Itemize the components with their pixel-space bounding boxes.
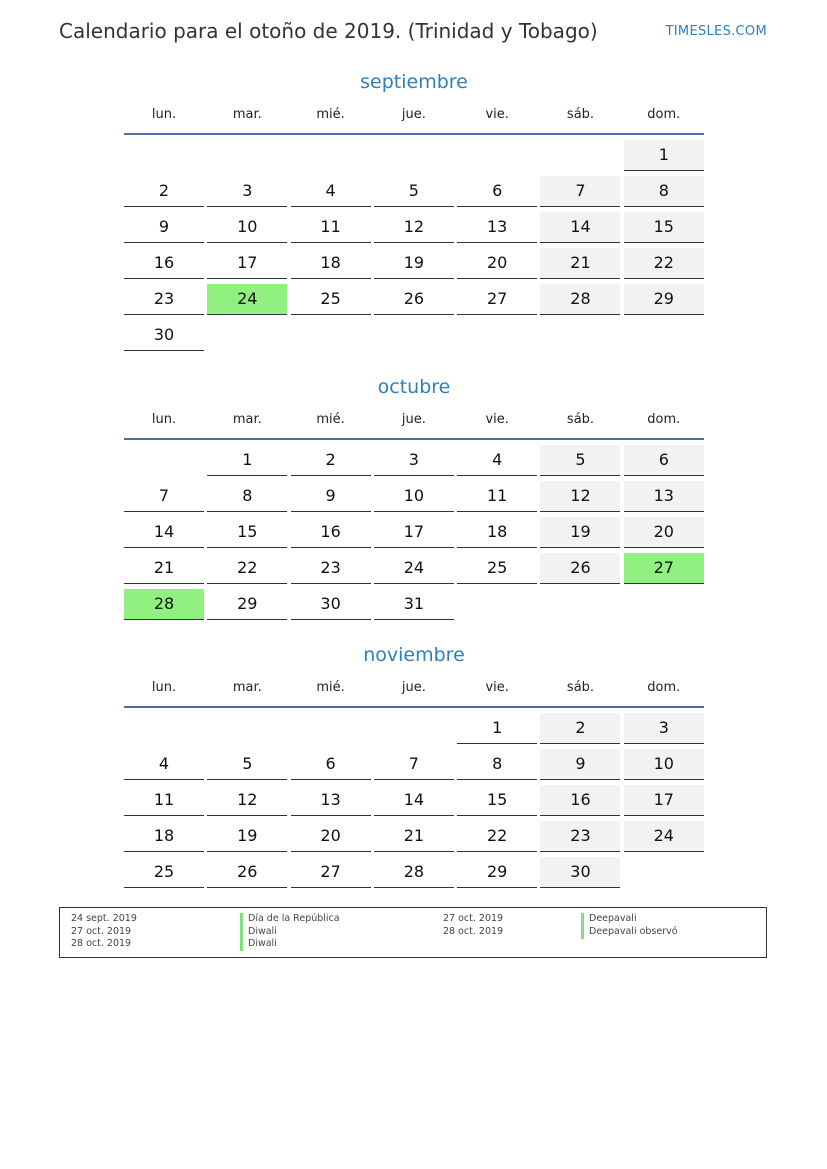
empty-cell xyxy=(207,140,287,171)
day-cell: 18 xyxy=(124,821,204,852)
legend-date: 28 oct. 2019 xyxy=(71,938,132,949)
day-cell: 30 xyxy=(124,320,204,351)
day-cell: 18 xyxy=(457,517,537,548)
weekday-label: vie. xyxy=(485,107,509,122)
day-cell: 18 xyxy=(291,248,371,279)
day-cell: 29 xyxy=(624,284,704,315)
weekday-label: mar. xyxy=(232,412,262,427)
empty-cell xyxy=(624,589,704,620)
empty-cell xyxy=(207,713,287,744)
day-cell: 20 xyxy=(291,821,371,852)
weekday-label: sáb. xyxy=(566,412,595,427)
day-cell: 4 xyxy=(124,749,204,780)
day-cell: 10 xyxy=(374,481,454,512)
day-cell: 3 xyxy=(624,713,704,744)
empty-cell xyxy=(207,320,287,351)
weekday-label: jue. xyxy=(401,412,426,427)
month-octubre xyxy=(124,373,704,620)
weekday-label: lun. xyxy=(151,107,177,122)
weekday-label: lun. xyxy=(151,680,177,695)
legend-date: 28 oct. 2019 xyxy=(443,926,504,937)
legend-holiday-name: Deepavali observó xyxy=(581,926,678,939)
day-cell: 14 xyxy=(374,785,454,816)
day-cell: 24 xyxy=(624,821,704,852)
weekday-label: mar. xyxy=(232,680,262,695)
day-cell: 29 xyxy=(457,857,537,888)
weekday-header xyxy=(124,410,704,440)
legend-date: 27 oct. 2019 xyxy=(443,913,504,924)
day-cell: 11 xyxy=(291,212,371,243)
day-cell: 7 xyxy=(540,176,620,207)
day-cell: 17 xyxy=(624,785,704,816)
empty-cell xyxy=(457,320,537,351)
day-cell: 9 xyxy=(124,212,204,243)
day-cell: 14 xyxy=(124,517,204,548)
day-cell: 30 xyxy=(291,589,371,620)
day-cell: 20 xyxy=(624,517,704,548)
weekday-label: vie. xyxy=(485,680,509,695)
day-cell: 3 xyxy=(374,445,454,476)
day-cell: 12 xyxy=(374,212,454,243)
day-cell: 1 xyxy=(624,140,704,171)
empty-cell xyxy=(124,140,204,171)
day-cell: 5 xyxy=(374,176,454,207)
empty-cell xyxy=(624,857,704,888)
empty-cell xyxy=(540,320,620,351)
day-cell: 15 xyxy=(624,212,704,243)
holiday-day-cell: 27 xyxy=(624,553,704,584)
days-grid xyxy=(124,140,704,351)
day-cell: 26 xyxy=(540,553,620,584)
weekday-label: sáb. xyxy=(566,107,595,122)
day-cell: 31 xyxy=(374,589,454,620)
legend-holiday-name: Diwali xyxy=(240,926,277,939)
day-cell: 17 xyxy=(374,517,454,548)
day-cell: 16 xyxy=(124,248,204,279)
day-cell: 29 xyxy=(207,589,287,620)
day-cell: 16 xyxy=(291,517,371,548)
empty-cell xyxy=(540,589,620,620)
day-cell: 9 xyxy=(540,749,620,780)
empty-cell xyxy=(291,713,371,744)
empty-cell xyxy=(540,140,620,171)
day-cell: 13 xyxy=(624,481,704,512)
day-cell: 17 xyxy=(207,248,287,279)
day-cell: 23 xyxy=(124,284,204,315)
day-cell: 14 xyxy=(540,212,620,243)
day-cell: 23 xyxy=(291,553,371,584)
empty-cell xyxy=(374,320,454,351)
day-cell: 26 xyxy=(207,857,287,888)
legend-date: 27 oct. 2019 xyxy=(71,926,132,937)
day-cell: 16 xyxy=(540,785,620,816)
day-cell: 8 xyxy=(207,481,287,512)
empty-cell xyxy=(624,320,704,351)
empty-cell xyxy=(291,320,371,351)
day-cell: 12 xyxy=(207,785,287,816)
day-cell: 7 xyxy=(124,481,204,512)
empty-cell xyxy=(457,140,537,171)
weekday-label: dom. xyxy=(647,680,681,695)
empty-cell xyxy=(291,140,371,171)
day-cell: 22 xyxy=(457,821,537,852)
day-cell: 10 xyxy=(207,212,287,243)
day-cell: 19 xyxy=(207,821,287,852)
day-cell: 15 xyxy=(457,785,537,816)
day-cell: 21 xyxy=(540,248,620,279)
day-cell: 9 xyxy=(291,481,371,512)
days-grid xyxy=(124,445,704,620)
empty-cell xyxy=(374,140,454,171)
day-cell: 4 xyxy=(291,176,371,207)
day-cell: 8 xyxy=(624,176,704,207)
day-cell: 22 xyxy=(207,553,287,584)
weekday-label: lun. xyxy=(151,412,177,427)
day-cell: 27 xyxy=(457,284,537,315)
day-cell: 4 xyxy=(457,445,537,476)
day-cell: 22 xyxy=(624,248,704,279)
days-grid xyxy=(124,713,704,888)
weekday-label: dom. xyxy=(647,107,681,122)
weekday-label: sáb. xyxy=(566,680,595,695)
day-cell: 13 xyxy=(457,212,537,243)
empty-cell xyxy=(374,713,454,744)
day-cell: 13 xyxy=(291,785,371,816)
day-cell: 1 xyxy=(457,713,537,744)
weekday-label: dom. xyxy=(647,412,681,427)
weekday-header xyxy=(124,105,704,135)
holiday-legend xyxy=(59,907,767,958)
brand-logo[interactable]: TIMESLES.COM xyxy=(665,24,767,39)
day-cell: 25 xyxy=(124,857,204,888)
empty-cell xyxy=(124,445,204,476)
weekday-label: jue. xyxy=(401,680,426,695)
legend-date: 24 sept. 2019 xyxy=(71,913,137,924)
day-cell: 3 xyxy=(207,176,287,207)
weekday-label: mié. xyxy=(316,412,345,427)
empty-cell xyxy=(457,589,537,620)
legend-holiday-name: Día de la República xyxy=(240,913,340,926)
weekday-label: mar. xyxy=(232,107,262,122)
day-cell: 1 xyxy=(207,445,287,476)
day-cell: 23 xyxy=(540,821,620,852)
day-cell: 2 xyxy=(540,713,620,744)
day-cell: 30 xyxy=(540,857,620,888)
month-title: octubre xyxy=(377,376,451,398)
day-cell: 27 xyxy=(291,857,371,888)
day-cell: 6 xyxy=(624,445,704,476)
day-cell: 24 xyxy=(374,553,454,584)
day-cell: 11 xyxy=(457,481,537,512)
page-title: Calendario para el otoño de 2019. (Trinidad y Tobago) xyxy=(59,19,598,43)
day-cell: 10 xyxy=(624,749,704,780)
day-cell: 19 xyxy=(540,517,620,548)
day-cell: 28 xyxy=(374,857,454,888)
day-cell: 2 xyxy=(124,176,204,207)
legend-holiday-name: Diwali xyxy=(240,938,277,951)
month-septiembre xyxy=(124,68,704,351)
day-cell: 8 xyxy=(457,749,537,780)
day-cell: 6 xyxy=(457,176,537,207)
day-cell: 5 xyxy=(207,749,287,780)
day-cell: 21 xyxy=(124,553,204,584)
day-cell: 26 xyxy=(374,284,454,315)
day-cell: 11 xyxy=(124,785,204,816)
day-cell: 21 xyxy=(374,821,454,852)
legend-holiday-name: Deepavali xyxy=(581,913,637,926)
day-cell: 6 xyxy=(291,749,371,780)
day-cell: 5 xyxy=(540,445,620,476)
month-noviembre xyxy=(124,641,704,888)
weekday-label: mié. xyxy=(316,107,345,122)
holiday-day-cell: 28 xyxy=(124,589,204,620)
day-cell: 20 xyxy=(457,248,537,279)
day-cell: 25 xyxy=(457,553,537,584)
day-cell: 25 xyxy=(291,284,371,315)
holiday-day-cell: 24 xyxy=(207,284,287,315)
day-cell: 7 xyxy=(374,749,454,780)
weekday-label: vie. xyxy=(485,412,509,427)
day-cell: 19 xyxy=(374,248,454,279)
weekday-label: mié. xyxy=(316,680,345,695)
month-title: noviembre xyxy=(363,644,465,666)
day-cell: 2 xyxy=(291,445,371,476)
day-cell: 15 xyxy=(207,517,287,548)
empty-cell xyxy=(124,713,204,744)
month-title: septiembre xyxy=(360,71,468,93)
day-cell: 28 xyxy=(540,284,620,315)
weekday-header xyxy=(124,678,704,708)
day-cell: 12 xyxy=(540,481,620,512)
weekday-label: jue. xyxy=(401,107,426,122)
